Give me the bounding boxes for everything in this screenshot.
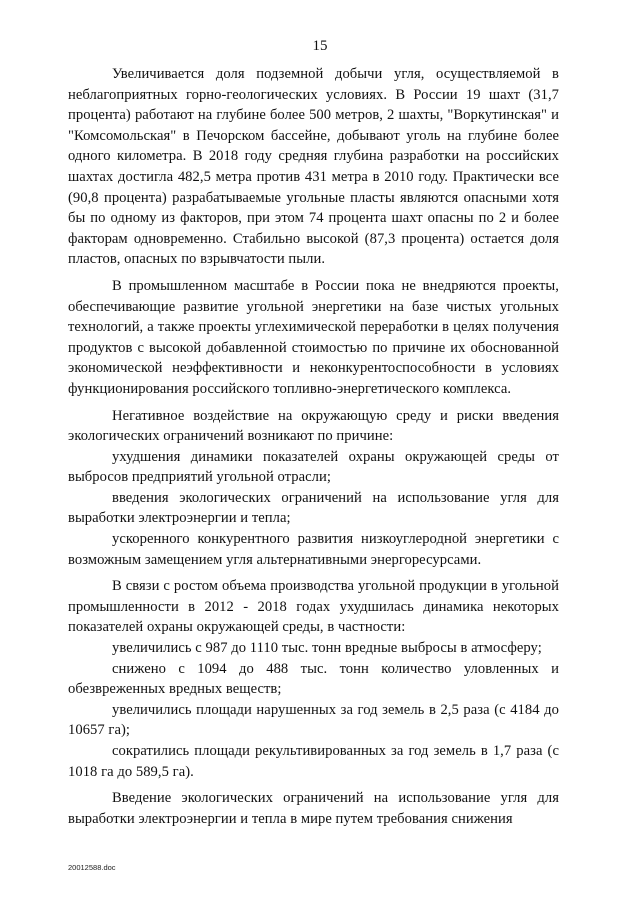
list-item-emissions-dynamics: ухудшения динамики показателей охраны окружающей среды от выбросов предприятий угольной отрасли; — [68, 448, 559, 486]
paragraph-production-growth: В связи с ростом объема производства угольной продукции в угольной промышленности в 2012 - 2018 годах ухудшилась динамика некоторых показателей охраны окружающей среды, в частности: — [68, 578, 559, 636]
document-body — [68, 64, 559, 829]
paragraph-environmental-restrictions-world: Введение экологических ограничений на использование угля для выработки электроэнергии и тепла в мире путем требования снижения — [68, 790, 559, 827]
page-number: 15 — [312, 38, 328, 54]
list-item-reclaimed-land: сократились площади рекультивированных за год земель в 1,7 раза (с 1018 га до 589,5 га). — [68, 743, 559, 780]
paragraph-environmental-risks-intro: Негативное воздействие на окружающую среду и риски введения экологических ограничений возникают по причине: — [68, 407, 559, 445]
paragraph-clean-coal-projects: В промышленном масштабе в России пока не внедряются проекты, обеспечивающие развитие угольной энергетики на базе чистых угольных технологий, а также проекты углехимической переработки в целях получения продуктов с высокой добавленной стоимостью по причине их обоснованной экономической неэффективности и неконкурентоспособности в условиях функционирования российского топливно-энергетического комплекса. — [68, 277, 559, 397]
list-item-environmental-restrictions: введения экологических ограничений на использование угля для выработки электроэнергии и тепла; — [68, 489, 559, 527]
list-item-disturbed-land: увеличились площади нарушенных за год земель в 2,5 раза (с 4184 до 10657 га); — [68, 701, 559, 739]
list-item-captured-substances: снижено с 1094 до 488 тыс. тонн количество уловленных и обезвреженных вредных веществ; — [68, 660, 559, 698]
paragraph-underground-mining: Увеличивается доля подземной добычи угля, осуществляемой в неблагоприятных горно-геологических условиях. В России 19 шахт (31,7 процента) работают на глубине более 500 метров, 2 шахты, "Воркутинская" и "Комсомольская" в Печорском бассейне, добывают уголь на глубине более одного километра. В 2018 году средняя глубина разработки на российских шахтах достигла 482,5 метра против 431 метра в 2010 году. Практически все (90,8 процента) разрабатываемые угольные пласты являются опасными хотя бы по одному из факторов, при этом 74 процента шахт опасны по 2 и более факторам одновременно. Стабильно высокой (87,3 процента) остается доля пластов, опасных по взрывчатости пыли. — [68, 66, 559, 268]
list-item-low-carbon-competition: ускоренного конкурентного развития низкоуглеродной энергетики с возможным замещением угля альтернативными энергоресурсами. — [68, 531, 559, 568]
footer-file-name: 20012588.doc — [68, 863, 116, 872]
list-item-air-emissions: увеличились с 987 до 1110 тыс. тонн вредные выбросы в атмосферу; — [112, 640, 542, 657]
